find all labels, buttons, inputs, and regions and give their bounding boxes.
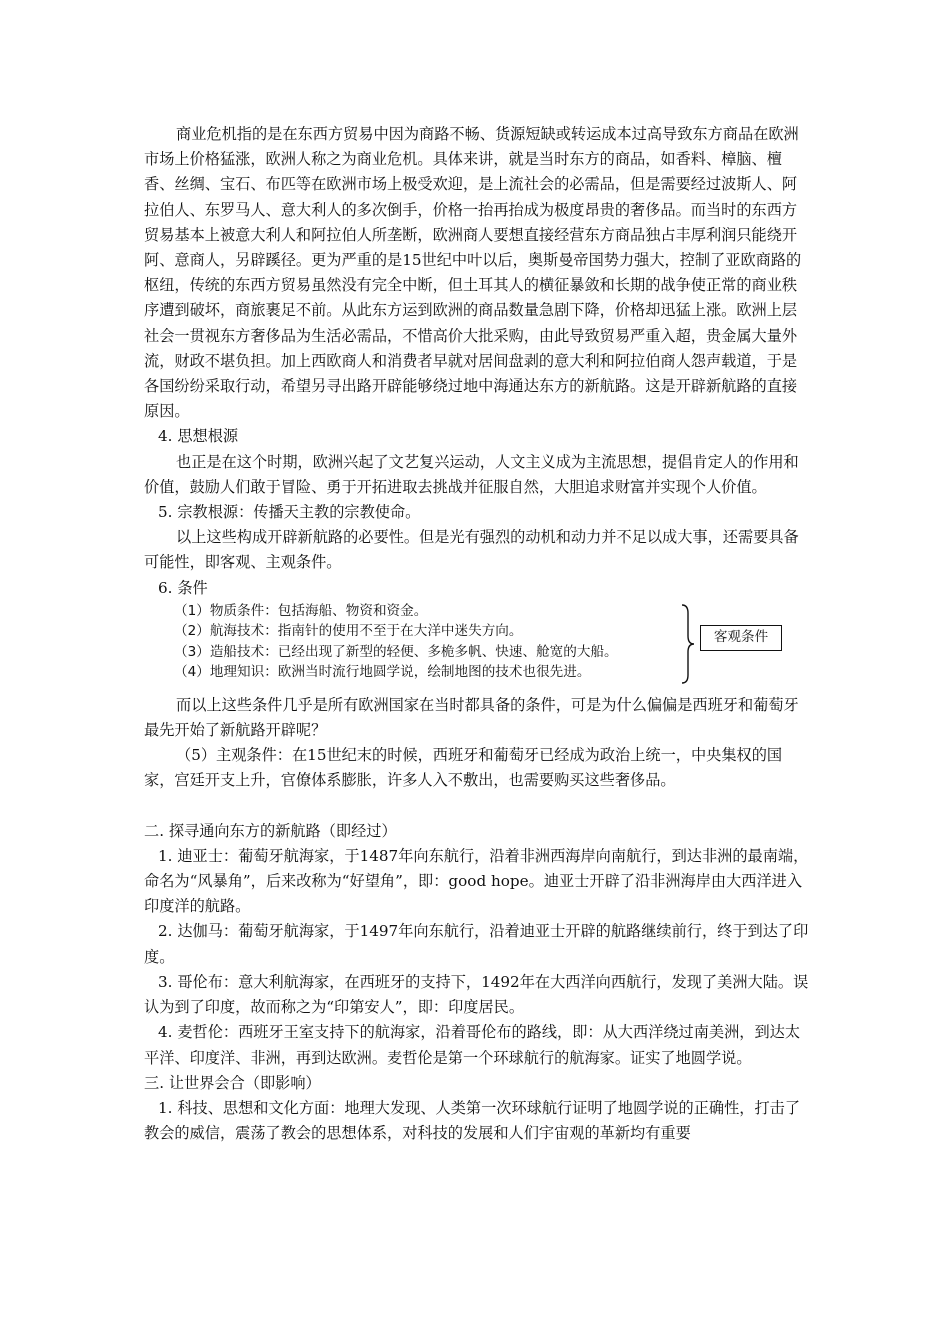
condition-item: （3）造船技术：已经出现了新型的轻便、多桅多帆、快速、舱宽的大船。 — [174, 643, 618, 660]
blank-line — [144, 794, 810, 819]
objective-conditions-box: 客观条件 — [700, 625, 782, 651]
document-body — [144, 122, 810, 1146]
list-item-columbus: 3. 哥伦布：意大利航海家，在西班牙的支持下，1492年在大西洋向西航行，发现了美洲大陆。误认为到了印度，故而称之为“印第安人”，即：印度居民。 — [144, 972, 809, 1017]
list-item-magellan: 4. 麦哲伦：西班牙王室支持下的航海家，沿着哥伦布的路线，即：从大西洋绕过南美洲，到达太平洋、印度洋、非洲，再到达欧洲。麦哲伦是第一个环球航行的航海家。证实了地圆学说。 — [144, 1023, 801, 1067]
heading-religious-roots: 5. 宗教根源：传播天主教的宗教使命。 — [158, 503, 421, 522]
heading-ideological-roots: 4. 思想根源 — [158, 427, 239, 446]
section-heading-impact: 三. 让世界会合（即影响） — [144, 1073, 321, 1092]
heading-conditions: 6. 条件 — [158, 578, 208, 597]
condition-item: （1）物质条件：包括海船、物资和资金。 — [174, 602, 428, 619]
condition-item: （2）航海技术：指南针的使用不至于在大洋中迷失方向。 — [174, 623, 523, 640]
list-item-dias: 1. 迪亚士：葡萄牙航海家，于1487年向东航行，沿着非洲西海岸向南航行，到达非洲的最南端，命名为“风暴角”，后来改称为“好望角”，即：good hope。迪亚士开辟了沿非洲海岸由大西洋进入印度洋的航路。 — [144, 846, 809, 916]
list-item-science-culture: 1. 科技、思想和文化方面：地理大发现、人类第一次环球航行证明了地圆学说的正确性，打击了教会的威信，震荡了教会的思想体系，对科技的发展和人们宇宙观的革新均有重要 — [144, 1098, 801, 1143]
paragraph-commercial-crisis: 商业危机指的是在东西方贸易中因为商路不畅、货源短缺或转运成本过高导致东方商品在欧洲市场上价格猛涨，欧洲人称之为商业危机。具体来讲，就是当时东方的商品，如香料、樟脑、檀香、丝绸、宝石、布匹等在欧洲市场上极受欢迎，是上流社会的必需品，但是需要经过波斯人、阿拉伯人、东罗马人、意大利人的多次倒手，价格一抬再抬成为极度昂贵的奢侈品。而当时的东西方贸易基本上被意大利人和阿拉伯人所垄断，欧洲商人要想直接经营东方商品独占丰厚利润只能绕开阿、意商人，另辟蹊径。更为严重的是15世纪中叶以后，奥斯曼帝国势力强大，控制了亚欧商路的枢纽，传统的东西方贸易虽然没有完全中断，但土耳其人的横征暴敛和长期的战争使正常的商业秩序遭到破坏，商旅裹足不前。从此东方运到欧洲的商品数量急剧下降，价格却迅猛上涨。欧洲上层社会一贯视东方奢侈品为生活必需品，不惜高价大批采购，由此导致贸易严重入超，贵金属大量外流，财政不堪负担。加上西欧商人和消费者早就对居间盘剥的意大利和阿拉伯商人怨声载道，于是各国纷纷采取行动，希望另寻出路开辟能够绕过地中海通达东方的新航路。这是开辟新航路的直接原因。 — [144, 125, 802, 421]
list-item-da-gama: 2. 达伽马：葡萄牙航海家，于1497年向东航行，沿着迪亚士开辟的航路继续前行，终于到达了印度。 — [144, 922, 809, 966]
paragraph-necessity: 以上这些构成开辟新航路的必要性。但是光有强烈的动机和动力并不足以成大事，还需要具备可能性，即客观、主观条件。 — [144, 528, 799, 572]
paragraph-subjective-conditions: （5）主观条件：在15世纪末的时候，西班牙和葡萄牙已经成为政治上统一，中央集权的国家，宫廷开支上升，官僚体系膨胀，许多人入不敷出，也需要购买这些奢侈品。 — [144, 746, 783, 790]
section-heading-new-routes: 二. 探寻通向东方的新航路（即经过） — [144, 821, 397, 840]
conditions-diagram — [144, 601, 810, 687]
conditions-list — [174, 601, 618, 683]
condition-item: （4）地理知识：欧洲当时流行地圆学说，绘制地图的技术也很先进。 — [174, 664, 591, 681]
paragraph-renaissance: 也正是在这个时期，欧洲兴起了文艺复兴运动，人文主义成为主流思想，提倡肯定人的作用和价值，鼓励人们敢于冒险、勇于开拓进取去挑战并征服自然，大胆追求财富并实现个人价值。 — [144, 452, 799, 496]
paragraph-why-spain-portugal: 而以上这些条件几乎是所有欧洲国家在当时都具备的条件，可是为什么偏偏是西班牙和葡萄牙最先开始了新航路开辟呢？ — [144, 695, 799, 740]
right-brace-icon — [680, 603, 696, 685]
